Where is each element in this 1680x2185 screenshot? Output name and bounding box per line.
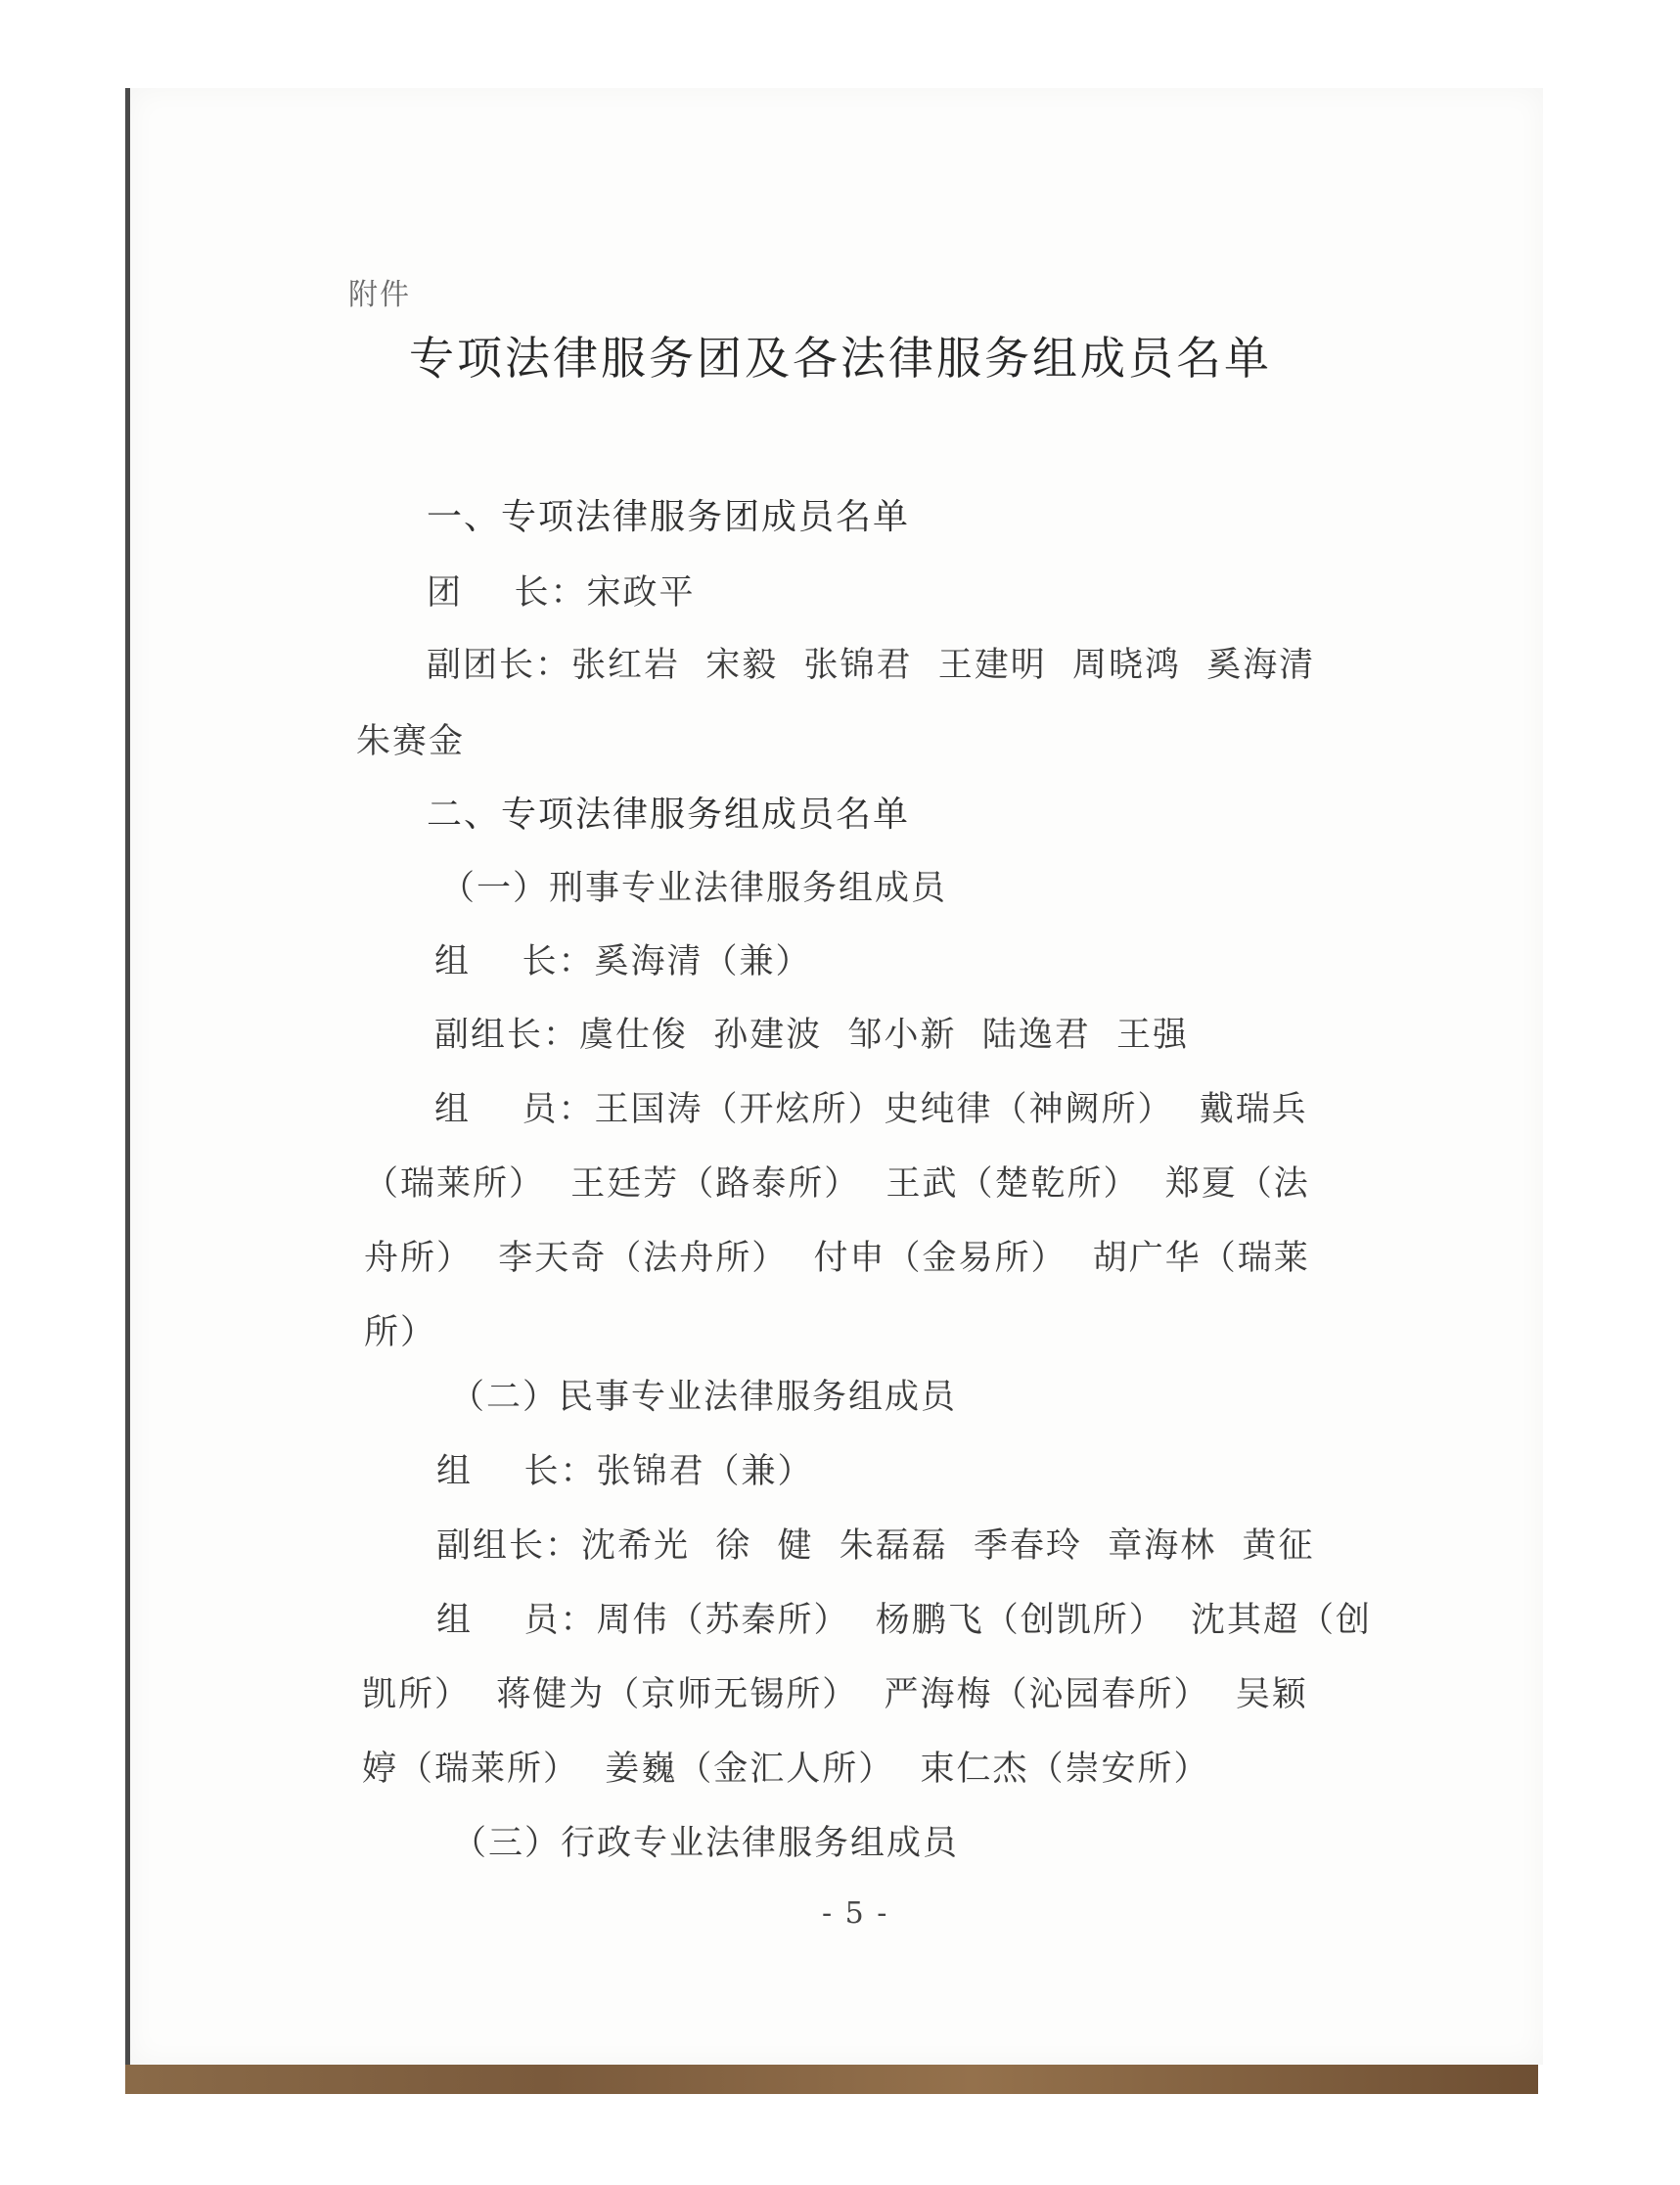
desk-surface: [125, 2065, 1538, 2094]
criminal-members-2: （瑞莱所） 王廷芳（路泰所） 王武（楚乾所） 郑夏（法: [364, 1164, 1310, 1204]
subsection-heading-administrative: （三）行政专业法律服务组成员: [452, 1824, 960, 1863]
subsection-heading-criminal: （一）刑事专业法律服务组成员: [440, 869, 948, 908]
page-number: - 5 -: [822, 1896, 889, 1931]
subsection-heading-civil: （二）民事专业法律服务组成员: [450, 1378, 958, 1417]
criminal-members-4: 所）: [364, 1313, 437, 1352]
document-title: 专项法律服务团及各法律服务组成员名单: [409, 332, 1272, 385]
criminal-leader: 组 长：奚海清（兼）: [434, 942, 812, 981]
civil-members-3: 婷（瑞莱所） 姜巍（金汇人所） 束仁杰（崇安所）: [362, 1750, 1210, 1789]
civil-leader: 组 长：张锦君（兼）: [436, 1452, 814, 1491]
criminal-deputy: 副组长：虞仕俊 孙建波 邹小新 陆逸君 王强: [434, 1016, 1190, 1055]
section-heading-2: 二、专项法律服务组成员名单: [427, 795, 911, 835]
section-heading-1: 一、专项法律服务团成员名单: [427, 497, 911, 537]
deputy-leader-line: 副团长：张红岩 宋毅 张锦君 王建明 周晓鸿 奚海清: [427, 646, 1316, 685]
criminal-members-3: 舟所） 李天奇（法舟所） 付申（金易所） 胡广华（瑞莱: [364, 1239, 1310, 1278]
deputy-leader-continued: 朱赛金: [356, 722, 466, 761]
leader-line: 团 长：宋政平: [427, 573, 696, 613]
civil-members-2: 凯所） 蒋健为（京师无锡所） 严海梅（沁园春所） 吴颖: [362, 1675, 1308, 1714]
civil-deputy: 副组长：沈希光 徐 健 朱磊磊 季春玲 章海林 黄征: [436, 1526, 1315, 1566]
attachment-label: 附件: [348, 278, 411, 312]
civil-members-1: 组 员：周伟（苏秦所） 杨鹏飞（创凯所） 沈其超（创: [436, 1601, 1373, 1640]
criminal-members-1: 组 员：王国涛（开炫所）史纯律（神阙所） 戴瑞兵: [434, 1090, 1308, 1129]
